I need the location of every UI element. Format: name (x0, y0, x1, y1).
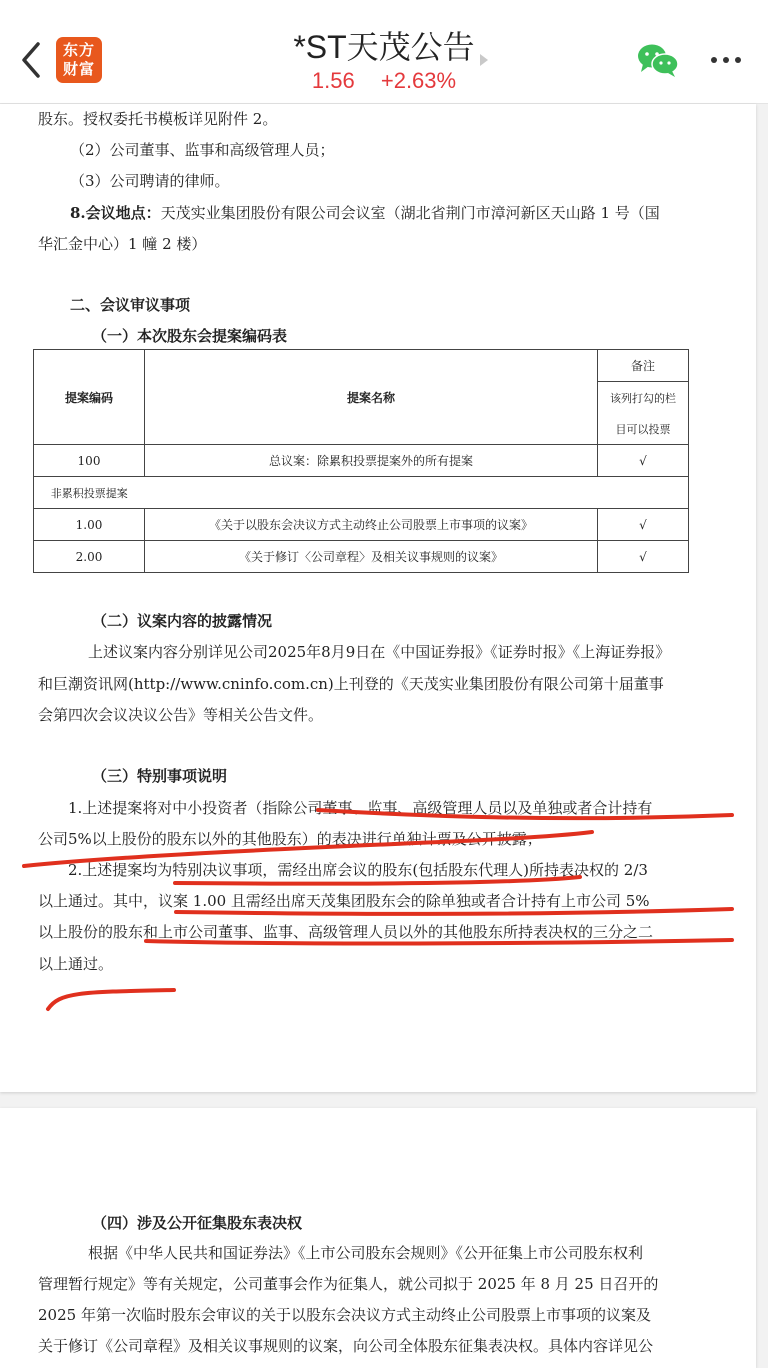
doc-text: 根据《中华人民共和国证券法》《上市公司股东会规则》《公开征集上市公司股东权利 (88, 1244, 644, 1262)
doc-text: 以上通过。其中，议案 1.00 且需经出席天茂集团股东会的除单独或者合计持有上市公司 5% (38, 892, 650, 910)
doc-text: 管理暂行规定》等有关规定，公司董事会作为征集人，就公司拟于 2025 年 8 月 25 日召开的 (38, 1275, 659, 1293)
cell-code: 1.00 (34, 509, 145, 541)
table-header-name: 提案名称 (145, 350, 598, 445)
cell-mark: √ (598, 541, 689, 573)
expand-arrow-icon[interactable] (480, 54, 488, 66)
table-header-note-sub: 目可以投票 (598, 413, 689, 445)
doc-text (70, 202, 660, 223)
more-button[interactable] (706, 46, 746, 74)
cell-code: 2.00 (34, 541, 145, 573)
doc-text: （3）公司聘请的律师。 (70, 172, 230, 190)
logo-text-top: 东方 (62, 41, 95, 59)
subsection-heading: （三）特别事项说明 (92, 767, 228, 785)
cell-code: 100 (34, 445, 145, 477)
table-header-note: 备注 (598, 350, 689, 382)
stock-price: 1.56 (311, 68, 355, 93)
cell-section: 非累积投票提案 (34, 477, 145, 509)
doc-text: 会第四次会议决议公告》等相关公告文件。 (38, 706, 324, 724)
subsection-heading: （二）议案内容的披露情况 (92, 612, 273, 630)
meeting-location-text: 天茂实业集团股份有限公司会议室（湖北省荆门市漳河新区天山路 1 号（国 (160, 204, 660, 222)
cell-name: 《关于修订〈公司章程〉及相关议事规则的议案》 (145, 541, 598, 573)
document-page-1[interactable] (0, 104, 756, 1092)
doc-text: 2025 年第一次临时股东会审议的关于以股东会决议方式主动终止公司股票上市事项的议案及 (38, 1306, 651, 1324)
stock-change: +2.63% (380, 68, 457, 93)
wechat-icon (636, 42, 680, 78)
wechat-share-button[interactable] (636, 42, 680, 78)
cell-name: 总议案：除累积投票提案外的所有提案 (145, 445, 598, 477)
meeting-location-label: 8.会议地点： (70, 204, 161, 222)
doc-text: 2.上述提案均为特别决议事项，需经出席会议的股东(包括股东代理人)所持表决权的 2/3 (68, 861, 648, 879)
cell-name: 《关于以股东会决议方式主动终止公司股票上市事项的议案》 (145, 509, 598, 541)
document-page-2[interactable] (0, 1108, 756, 1368)
doc-text: 以上股份的股东和上市公司董事、监事、高级管理人员以外的其他股东所持表决权的三分之二 (38, 923, 654, 941)
doc-text: 公司5%以上股份的股东以外的其他股东）的表决进行单独计票及公开披露； (38, 830, 542, 848)
doc-text: 以上通过。 (38, 955, 114, 973)
table-header-code: 提案编码 (34, 350, 145, 445)
doc-text: （2）公司董事、监事和高级管理人员； (70, 141, 335, 159)
page-title: *ST天茂公告 (293, 29, 475, 65)
section-heading: 二、会议审议事项 (70, 296, 191, 314)
table-header-note-sub: 该列打勾的栏 (598, 382, 689, 414)
app-header (0, 0, 768, 104)
subsection-heading: （四）涉及公开征集股东表决权 (92, 1214, 303, 1232)
doc-text: 关于修订《公司章程》及相关议事规则的议案，向公司全体股东征集表决权。具体内容详见公 (38, 1337, 654, 1355)
cell-mark: √ (598, 509, 689, 541)
doc-text: 和巨潮资讯网(http://www.cninfo.com.cn)上刊登的《天茂实业集团股份有限公司第十届董事 (38, 675, 664, 693)
cell-mark: √ (598, 445, 689, 477)
doc-text: 股东。授权委托书模板详见附件 2。 (38, 110, 278, 128)
table-row (34, 509, 689, 541)
doc-text: 上述议案内容分别详见公司2025年8月9日在《中国证券报》《证券时报》《上海证券报》 (88, 643, 671, 661)
logo-text-bottom: 财富 (62, 60, 95, 78)
table-row (34, 541, 689, 573)
table-row (34, 445, 689, 477)
subsection-heading: （一）本次股东会提案编码表 (92, 327, 288, 345)
more-dots-icon (706, 46, 746, 74)
doc-text: 1.上述提案将对中小投资者（指除公司董事、监事、高级管理人员以及单独或者合计持有 (68, 799, 653, 817)
cell-empty (145, 477, 689, 509)
doc-text: 华汇金中心）1 幢 2 楼） (38, 235, 207, 253)
table-row (34, 477, 689, 509)
proposal-table (33, 349, 689, 573)
